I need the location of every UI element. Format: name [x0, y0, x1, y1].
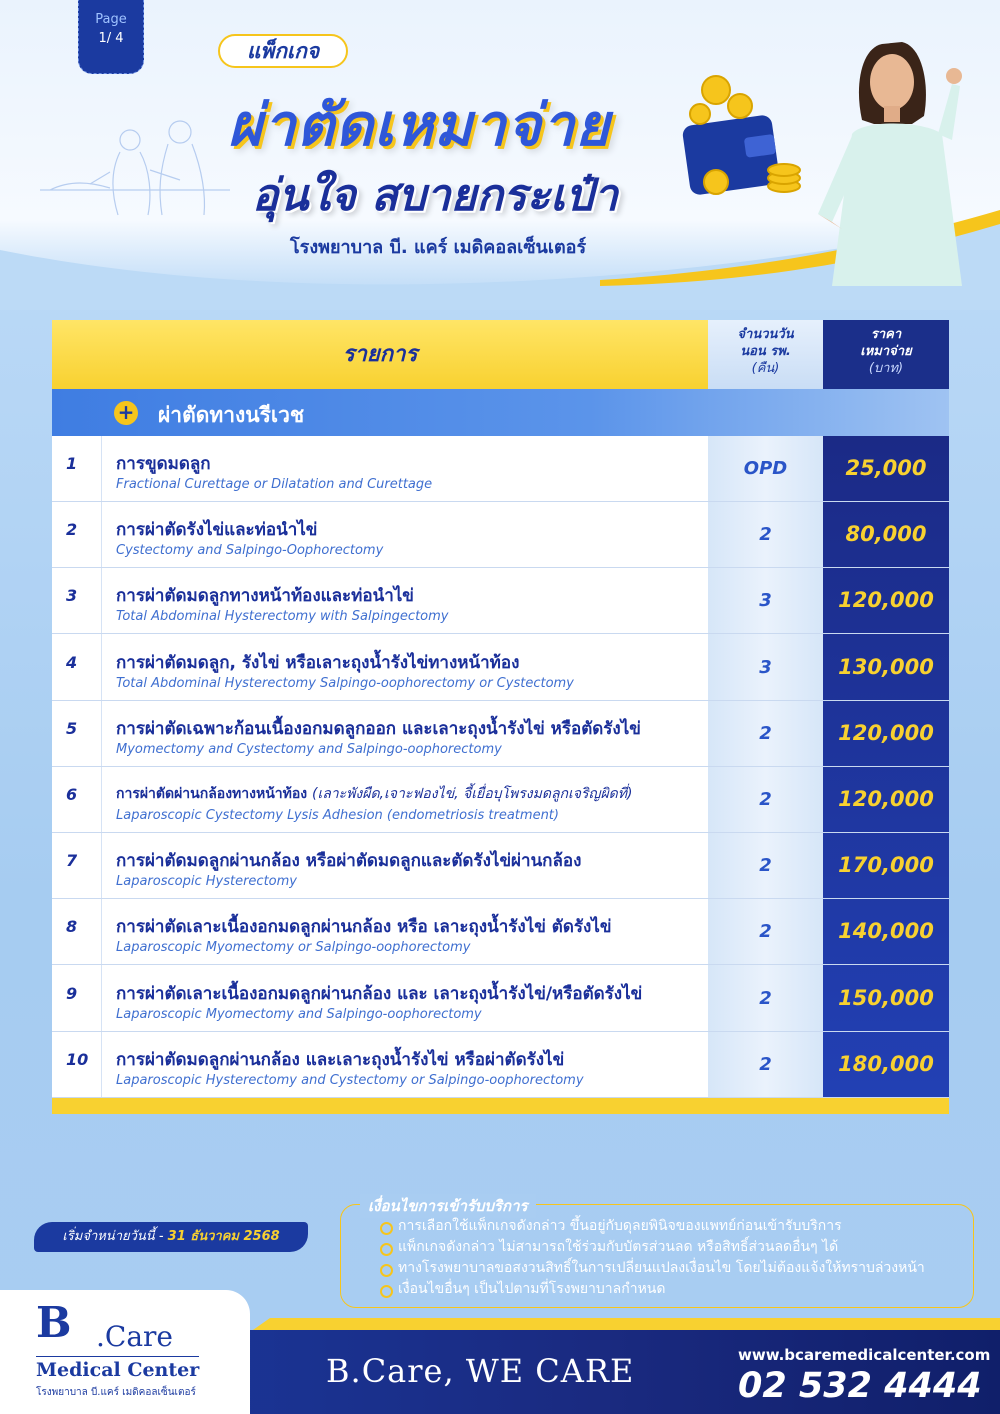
- row-number: 3: [66, 586, 78, 606]
- stay-nights: 2: [759, 524, 772, 546]
- headline-main: ผ่าตัดเหมาจ่าย: [228, 91, 611, 159]
- procedure-english: Cystectomy and Salpingo-Oophorectomy: [116, 543, 384, 559]
- procedure-thai: [116, 913, 611, 940]
- header-days: [708, 320, 823, 389]
- sale-period-badge: [34, 1222, 308, 1252]
- stay-nights: 2: [759, 987, 772, 1009]
- table-row: [52, 436, 949, 502]
- package-label: แพ็กเกจ: [218, 34, 348, 68]
- procedure-thai: [116, 715, 641, 742]
- logo-care: .Care: [96, 1320, 173, 1353]
- stay-nights: 2: [759, 1053, 772, 1075]
- surgeons-sketch-illustration: [30, 110, 240, 220]
- row-number: 2: [66, 520, 78, 540]
- wallet-coins-illustration: [676, 70, 816, 210]
- row-number: 6: [66, 785, 78, 804]
- page-number: 1/ 4: [98, 31, 124, 46]
- logo-thai-name: โรงพยาบาล บี.แคร์ เมดิคอลเซ็นเตอร์: [36, 1387, 196, 1398]
- package-price: 170,000: [838, 853, 934, 878]
- table-row: [52, 568, 949, 634]
- package-price: 120,000: [838, 720, 934, 745]
- sale-period-date: 31 ธันวาคม 2568: [167, 1229, 280, 1244]
- procedure-thai-text: การผ่าตัดผ่านกล้องทางหน้าท้อง: [116, 786, 308, 802]
- procedure-thai: [116, 450, 211, 477]
- table-row: [52, 635, 949, 701]
- header-days-line2: นอน รพ.: [740, 344, 791, 359]
- header-price-line1: ราคา: [870, 327, 902, 342]
- hospital-name: โรงพยาบาล บี. แคร์ เมดิคอลเซ็นเตอร์: [290, 237, 587, 258]
- stay-nights: 2: [759, 722, 772, 744]
- condition-item: แพ็กเกจดังกล่าว ไม่สามารถใช้ร่วมกับบัตรส่วนลด หรือสิทธิ์ส่วนลดอื่นๆ ได้: [380, 1237, 925, 1258]
- row-number: 7: [66, 851, 78, 871]
- stay-nights: 2: [759, 855, 772, 877]
- package-price: 150,000: [838, 985, 934, 1010]
- logo-b: B: [36, 1298, 72, 1347]
- procedure-thai: [116, 847, 581, 874]
- stay-nights: OPD: [743, 458, 788, 479]
- row-number: 9: [66, 983, 78, 1003]
- package-price: 25,000: [845, 456, 927, 480]
- table-row: [52, 966, 949, 1032]
- procedure-thai: [116, 649, 519, 676]
- header-days-line1: จำนวนวัน: [737, 327, 794, 342]
- conditions-list: [380, 1216, 925, 1300]
- package-price: 180,000: [838, 1051, 934, 1076]
- procedure-english: Laparoscopic Hysterectomy and Cystectomy or Salpingo-oophorectomy: [116, 1072, 584, 1088]
- table-row: [52, 701, 949, 767]
- procedure-english: Total Abdominal Hysterectomy Salpingo-oophorectomy or Cystectomy: [116, 675, 574, 691]
- row-number: 10: [66, 1049, 89, 1069]
- row-number: 4: [66, 652, 78, 672]
- category-label: ผ่าตัดทางนรีเวช: [158, 403, 305, 427]
- procedure-thai-text: การผ่าตัดมดลูกทางหน้าท้องและท่อนำไข่: [116, 586, 414, 607]
- table-row: [52, 502, 949, 568]
- website-link[interactable]: www.bcaremedicalcenter.com: [738, 1346, 991, 1364]
- header-price-line2: เหมาจ่าย: [860, 344, 912, 359]
- procedure-english: Laparoscopic Cystectomy Lysis Adhesion (endometriosis treatment): [116, 808, 559, 823]
- phone-number[interactable]: 02 532 4444: [738, 1366, 982, 1406]
- headline-sub: อุ่นใจ สบายกระเป๋า: [252, 170, 618, 221]
- procedure-thai-text: การผ่าตัดมดลูกผ่านกล้อง หรือผ่าตัดมดลูกและตัดรังไข่ผ่านกล้อง: [116, 851, 582, 872]
- condition-item: การเลือกใช้แพ็กเกจดังกล่าว ขึ้นอยู่กับดุลยพินิจของแพทย์ก่อนเข้ารับบริการ: [380, 1216, 925, 1237]
- category-bar: [52, 389, 949, 436]
- slogan: B.Care, WE CARE: [326, 1352, 635, 1390]
- procedure-thai-text: การผ่าตัดรังไข่และท่อนำไข่: [116, 520, 318, 541]
- conditions-title: เงื่อนไขการเข้ารับบริการ: [360, 1194, 536, 1218]
- procedure-thai: [116, 516, 317, 543]
- table-row: [52, 767, 949, 833]
- package-price: 140,000: [838, 919, 934, 944]
- header-price: [823, 320, 949, 389]
- procedure-thai-text: การผ่าตัดเฉพาะก้อนเนื้องอกมดลูกออก และเลาะถุงน้ำรังไข่ หรือตัดรังไข่: [116, 718, 641, 739]
- patient-woman-photo: [812, 24, 988, 286]
- sale-period-prefix: เริ่มจำหน่ายวันนี้ -: [62, 1229, 164, 1244]
- procedure-thai: [116, 582, 414, 609]
- price-table: [52, 320, 949, 1114]
- table-row: [52, 833, 949, 899]
- row-number: 8: [66, 917, 78, 937]
- package-price: 120,000: [838, 787, 934, 811]
- procedure-english: Laparoscopic Myomectomy or Salpingo-oophorectomy: [116, 940, 471, 956]
- procedure-english: Laparoscopic Myomectomy and Salpingo-oophorectomy: [116, 1006, 482, 1022]
- stay-nights: 3: [759, 656, 772, 678]
- procedure-thai-text: การผ่าตัดมดลูกผ่านกล้อง และเลาะถุงน้ำรังไข่ หรือผ่าตัดรังไข่: [116, 1049, 565, 1070]
- procedure-thai: [116, 783, 632, 805]
- procedure-thai: [116, 1046, 564, 1073]
- table-footer-bar: [52, 1098, 949, 1114]
- table-row: [52, 1032, 949, 1098]
- procedure-thai-text: การผ่าตัดเลาะเนื้องอกมดลูกผ่านกล้อง หรือ เลาะถุงน้ำรังไข่ ตัดรังไข่: [116, 917, 612, 938]
- procedure-note: (เลาะพังผืด,เจาะฟองไข่, จี้เยื่อบุโพรงมดลูกเจริญผิดที่): [311, 786, 633, 802]
- procedure-thai-text: การขูดมดลูก: [116, 454, 211, 474]
- plus-icon: +: [114, 401, 138, 425]
- procedure-thai: [116, 980, 642, 1007]
- stay-nights: 3: [759, 590, 772, 612]
- header-item: รายการ: [52, 320, 708, 389]
- procedure-english: Laparoscopic Hysterectomy: [116, 874, 297, 890]
- procedure-english: Fractional Curettage or Dilatation and Curettage: [116, 477, 433, 492]
- logo-medical-center: Medical Center: [36, 1356, 199, 1381]
- procedure-thai-text: การผ่าตัดเลาะเนื้องอกมดลูกผ่านกล้อง และ เลาะถุงน้ำรังไข่/หรือตัดรังไข่: [116, 983, 643, 1004]
- condition-item: เงื่อนไขอื่นๆ เป็นไปตามที่โรงพยาบาลกำหนด: [380, 1279, 925, 1300]
- row-number: 1: [66, 454, 78, 473]
- condition-item: ทางโรงพยาบาลขอสงวนสิทธิ์ในการเปลี่ยนแปลงเงื่อนไข โดยไม่ต้องแจ้งให้ทราบล่วงหน้า: [380, 1258, 925, 1279]
- page-indicator: [78, 0, 144, 74]
- package-price: 80,000: [845, 522, 927, 547]
- procedure-english: Myomectomy and Cystectomy and Salpingo-oophorectomy: [116, 741, 502, 757]
- header-price-unit: (บาท): [868, 361, 904, 376]
- page-label: Page: [95, 12, 127, 27]
- procedure-english: Total Abdominal Hysterectomy with Salpingectomy: [116, 609, 449, 625]
- stay-nights: 2: [759, 921, 772, 943]
- row-number: 5: [66, 718, 78, 738]
- stay-nights: 2: [759, 789, 772, 810]
- header-days-unit: (คืน): [751, 361, 780, 376]
- procedure-thai-text: การผ่าตัดมดลูก, รังไข่ หรือเลาะถุงน้ำรังไข่ทางหน้าท้อง: [116, 652, 520, 673]
- table-row: [52, 899, 949, 965]
- package-price: 120,000: [838, 588, 934, 613]
- package-price: 130,000: [838, 654, 934, 679]
